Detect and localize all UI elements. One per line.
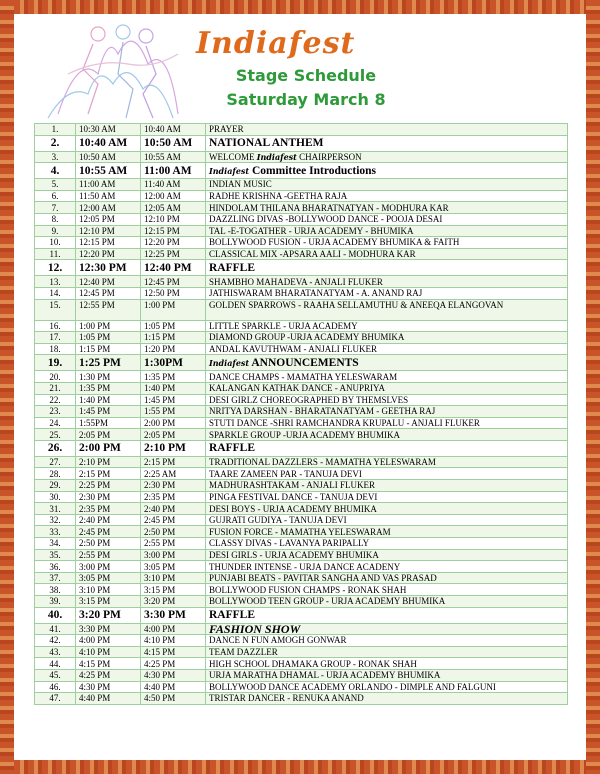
table-row [35,669,568,681]
end-time: 2:10 PM [141,440,206,456]
table-row [35,276,568,288]
start-time: 1:40 PM [76,394,141,406]
end-time: 2:35 PM [141,491,206,503]
table-row [35,343,568,355]
end-time: 4:15 PM [141,646,206,658]
table-row [35,514,568,526]
row-number: 7. [35,202,76,214]
table-row [35,248,568,260]
end-time: 2:25 AM [141,468,206,480]
performance-name: DIAMOND GROUP -URJA ACADEMY BHUMIKA [206,332,568,344]
start-time: 4:40 PM [76,693,141,705]
start-time: 4:15 PM [76,658,141,670]
performance-name: PUNJABI BEATS - PAVITAR SANGHA AND VAS PRASAD [206,572,568,584]
row-number: 19. [35,355,76,371]
schedule-table [34,123,568,705]
end-time: 4:30 PM [141,669,206,681]
end-time: 12:10 PM [141,213,206,225]
start-time: 1:25 PM [76,355,141,371]
start-time: 3:15 PM [76,596,141,608]
start-time: 1:55PM [76,417,141,429]
table-row [35,596,568,608]
table-row [35,491,568,503]
end-time: 2:15 PM [141,456,206,468]
performance-name: INDIAN MUSIC [206,179,568,191]
row-number: 32. [35,514,76,526]
performance-name: GUJRATI GUDIYA - TANUJA DEVI [206,514,568,526]
end-time: 12:15 PM [141,225,206,237]
performance-name: BOLLYWOOD DANCE ACADEMY ORLANDO - DIMPLE AND FALGUNI [206,681,568,693]
performance-prefix: WELCOME [209,151,257,162]
end-time: 1:15 PM [141,332,206,344]
start-time: 2:10 PM [76,456,141,468]
table-row [35,572,568,584]
performance-name [206,355,568,371]
performance-name: LITTLE SPARKLE - URJA ACADEMY [206,320,568,332]
performance-name: PINGA FESTIVAL DANCE - TANUJA DEVI [206,491,568,503]
performance-name: MADHURASHTAKAM - ANJALI FLUKER [206,480,568,492]
decorative-border-left [0,0,14,774]
row-number: 21. [35,382,76,394]
decorative-border-right [586,0,600,774]
row-number: 33. [35,526,76,538]
table-row [35,658,568,670]
start-time: 12:55 PM [76,299,141,320]
table-row [35,503,568,515]
performance-name: RAFFLE [206,607,568,623]
table-row [35,299,568,320]
row-number: 35. [35,549,76,561]
start-time: 12:40 PM [76,276,141,288]
end-time: 11:40 AM [141,179,206,191]
table-row [35,584,568,596]
row-number: 40. [35,607,76,623]
performance-suffix: CHAIRPERSON [296,151,362,162]
table-row [35,213,568,225]
row-number: 12. [35,260,76,276]
performance-name: FUSION FORCE - MAMATHA YELESWARAM [206,526,568,538]
row-number: 22. [35,394,76,406]
start-time: 12:10 PM [76,225,141,237]
start-time: 1:05 PM [76,332,141,344]
start-time: 12:05 PM [76,213,141,225]
table-row [35,355,568,371]
end-time: 1:40 PM [141,382,206,394]
row-number: 43. [35,646,76,658]
performance-name: JATHISWARAM BHARATANATYAM - A. ANAND RAJ [206,287,568,299]
decorative-border-top [0,0,600,14]
table-row [35,440,568,456]
table-row [35,135,568,151]
end-time: 4:50 PM [141,693,206,705]
row-number: 9. [35,225,76,237]
end-time: 3:00 PM [141,549,206,561]
start-time: 12:15 PM [76,237,141,249]
end-time: 2:45 PM [141,514,206,526]
table-row [35,693,568,705]
performance-name: SPARKLE GROUP -URJA ACADEMY BHUMIKA [206,429,568,441]
start-time: 1:15 PM [76,343,141,355]
performance-suffix: ANNOUNCEMENTS [249,356,359,369]
brand-inline-logo: Indiafest [209,357,250,368]
end-time: 10:55 AM [141,151,206,163]
performance-name: NRITYA DARSHAN - BHARATANATYAM - GEETHA RAJ [206,406,568,418]
performance-name: STUTI DANCE -SHRI RAMCHANDRA KRUPALU - ANJALI FLUKER [206,417,568,429]
row-number: 25. [35,429,76,441]
performance-name: DESI BOYS - URJA ACADEMY BHUMIKA [206,503,568,515]
end-time: 4:10 PM [141,635,206,647]
performance-name: TRADITIONAL DAZZLERS - MAMATHA YELESWARAM [206,456,568,468]
performance-name: TRISTAR DANCER - RENUKA ANAND [206,693,568,705]
table-row [35,623,568,635]
end-time: 12:05 AM [141,202,206,214]
row-number: 26. [35,440,76,456]
row-number: 28. [35,468,76,480]
table-row [35,538,568,550]
start-time: 2:50 PM [76,538,141,550]
start-time: 3:10 PM [76,584,141,596]
table-row [35,394,568,406]
start-time: 3:00 PM [76,561,141,573]
start-time: 4:30 PM [76,681,141,693]
start-time: 12:20 PM [76,248,141,260]
performance-name: CLASSY DIVAS - LAVANYA PARIPALLY [206,538,568,550]
row-number: 14. [35,287,76,299]
performance-name: ANDAL KAVUTHWAM - ANJALI FLUKER [206,343,568,355]
performance-name: DESI GIRLS - URJA ACADEMY BHUMIKA [206,549,568,561]
performance-name: THUNDER INTENSE - URJA DANCE ACADENY [206,561,568,573]
start-time: 12:30 PM [76,260,141,276]
table-row [35,526,568,538]
performance-name: HIGH SCHOOL DHAMAKA GROUP - RONAK SHAH [206,658,568,670]
end-time: 2:00 PM [141,417,206,429]
row-number: 6. [35,190,76,202]
performance-name: RAFFLE [206,260,568,276]
end-time: 1:45 PM [141,394,206,406]
table-row [35,468,568,480]
row-number: 42. [35,635,76,647]
row-number: 24. [35,417,76,429]
end-time: 1:35 PM [141,371,206,383]
end-time: 1:55 PM [141,406,206,418]
table-row [35,681,568,693]
brand-inline-logo: Indiafest [209,165,250,176]
decorative-border-bottom [0,760,600,774]
table-row [35,561,568,573]
table-row [35,549,568,561]
end-time: 12:50 PM [141,287,206,299]
performance-name: CLASSICAL MIX -APSARA AALI - MODHURA KAR [206,248,568,260]
end-time: 12:25 PM [141,248,206,260]
row-number: 41. [35,623,76,635]
performance-name: PRAYER [206,124,568,136]
end-time: 1:00 PM [141,299,206,320]
end-time: 4:40 PM [141,681,206,693]
performance-name: SHAMBHO MAHADEVA - ANJALI FLUKER [206,276,568,288]
end-time: 3:30 PM [141,607,206,623]
performance-name: TAARE ZAMEEN PAR - TANUJA DEVI [206,468,568,480]
row-number: 39. [35,596,76,608]
start-time: 1:35 PM [76,382,141,394]
table-row [35,332,568,344]
page-date: Saturday March 8 [226,90,386,109]
end-time: 2:40 PM [141,503,206,515]
end-time: 3:15 PM [141,584,206,596]
start-time: 2:55 PM [76,549,141,561]
end-time: 2:55 PM [141,538,206,550]
row-number: 1. [35,124,76,136]
row-number: 29. [35,480,76,492]
table-row [35,190,568,202]
row-number: 46. [35,681,76,693]
end-time: 12:00 AM [141,190,206,202]
end-time: 1:20 PM [141,343,206,355]
start-time: 12:45 PM [76,287,141,299]
performance-name: KALANGAN KATHAK DANCE - ANUPRIYA [206,382,568,394]
table-row [35,417,568,429]
start-time: 10:55 AM [76,163,141,179]
end-time: 12:20 PM [141,237,206,249]
table-row [35,287,568,299]
performance-name: BOLLYWOOD FUSION - URJA ACADEMY BHUMIKA & FAITH [206,237,568,249]
end-time: 1:05 PM [141,320,206,332]
row-number: 38. [35,584,76,596]
start-time: 2:15 PM [76,468,141,480]
performance-name: DANCE N FUN AMOGH GONWAR [206,635,568,647]
start-time: 3:20 PM [76,607,141,623]
table-row [35,179,568,191]
performance-name: RAFFLE [206,440,568,456]
table-row [35,151,568,163]
table-row [35,456,568,468]
start-time: 2:45 PM [76,526,141,538]
performance-name: URJA MARATHA DHAMAL - URJA ACADEMY BHUMIKA [206,669,568,681]
performance-suffix: Committee Introductions [249,164,377,177]
row-number: 36. [35,561,76,573]
start-time: 4:00 PM [76,635,141,647]
start-time: 4:25 PM [76,669,141,681]
end-time: 10:40 AM [141,124,206,136]
row-number: 47. [35,693,76,705]
row-number: 27. [35,456,76,468]
row-number: 2. [35,135,76,151]
end-time: 3:10 PM [141,572,206,584]
table-row [35,260,568,276]
start-time: 3:05 PM [76,572,141,584]
row-number: 18. [35,343,76,355]
table-row [35,635,568,647]
brand-logo: Indiafest [196,26,356,61]
start-time: 10:50 AM [76,151,141,163]
row-number: 5. [35,179,76,191]
performance-name [206,151,568,163]
start-time: 2:25 PM [76,480,141,492]
end-time: 12:45 PM [141,276,206,288]
table-row [35,607,568,623]
performance-name: GOLDEN SPARROWS - RAAHA SELLAMUTHU & ANEEQA ELANGOVAN [206,299,568,320]
end-time: 3:20 PM [141,596,206,608]
performance-name: DAZZLING DIVAS -BOLLYWOOD DANCE - POOJA DESAI [206,213,568,225]
page-title: Stage Schedule [235,66,377,85]
start-time: 2:35 PM [76,503,141,515]
performance-name: TAL -E-TOGATHER - URJA ACADEMY - BHUMIKA [206,225,568,237]
table-row [35,480,568,492]
end-time: 12:40 PM [141,260,206,276]
start-time: 10:30 AM [76,124,141,136]
performance-name: HINDOLAM THILANA BHARATNATYAN - MODHURA KAR [206,202,568,214]
row-number: 34. [35,538,76,550]
end-time: 10:50 AM [141,135,206,151]
row-number: 8. [35,213,76,225]
performance-name: BOLLYWOOD TEEN GROUP - URJA ACADEMY BHUMIKA [206,596,568,608]
start-time: 2:00 PM [76,440,141,456]
row-number: 16. [35,320,76,332]
table-row [35,320,568,332]
end-time: 3:05 PM [141,561,206,573]
row-number: 4. [35,163,76,179]
table-row [35,371,568,383]
brand-inline-logo: Indiafest [256,151,297,162]
row-number: 3. [35,151,76,163]
table-row [35,382,568,394]
end-time: 4:00 PM [141,623,206,635]
row-number: 37. [35,572,76,584]
row-number: 31. [35,503,76,515]
end-time: 2:50 PM [141,526,206,538]
performance-name: NATIONAL ANTHEM [206,135,568,151]
start-time: 10:40 AM [76,135,141,151]
start-time: 11:50 AM [76,190,141,202]
end-time: 11:00 AM [141,163,206,179]
row-number: 15. [35,299,76,320]
performance-name: DESI GIRLZ CHOREOGRAPHED BY THEMSLVES [206,394,568,406]
performance-name [206,163,568,179]
table-row [35,237,568,249]
start-time: 1:45 PM [76,406,141,418]
table-row [35,225,568,237]
table-row [35,163,568,179]
row-number: 13. [35,276,76,288]
start-time: 2:30 PM [76,491,141,503]
start-time: 1:00 PM [76,320,141,332]
end-time: 2:05 PM [141,429,206,441]
start-time: 2:40 PM [76,514,141,526]
start-time: 4:10 PM [76,646,141,658]
row-number: 20. [35,371,76,383]
start-time: 11:00 AM [76,179,141,191]
end-time: 1:30PM [141,355,206,371]
end-time: 4:25 PM [141,658,206,670]
end-time: 2:30 PM [141,480,206,492]
table-row [35,202,568,214]
row-number: 11. [35,248,76,260]
start-time: 12:00 AM [76,202,141,214]
start-time: 3:30 PM [76,623,141,635]
row-number: 45. [35,669,76,681]
table-row [35,124,568,136]
table-row [35,406,568,418]
table-row [35,429,568,441]
performance-name: DANCE CHAMPS - MAMATHA YELESWARAM [206,371,568,383]
performance-name: FASHION SHOW [206,623,568,635]
table-row [35,646,568,658]
row-number: 30. [35,491,76,503]
row-number: 17. [35,332,76,344]
row-number: 10. [35,237,76,249]
start-time: 2:05 PM [76,429,141,441]
performance-name: BOLLYWOOD FUSION CHAMPS - RONAK SHAH [206,584,568,596]
performance-name: RADHE KRISHNA -GEETHA RAJA [206,190,568,202]
row-number: 44. [35,658,76,670]
start-time: 1:30 PM [76,371,141,383]
row-number: 23. [35,406,76,418]
performance-name: TEAM DAZZLER [206,646,568,658]
